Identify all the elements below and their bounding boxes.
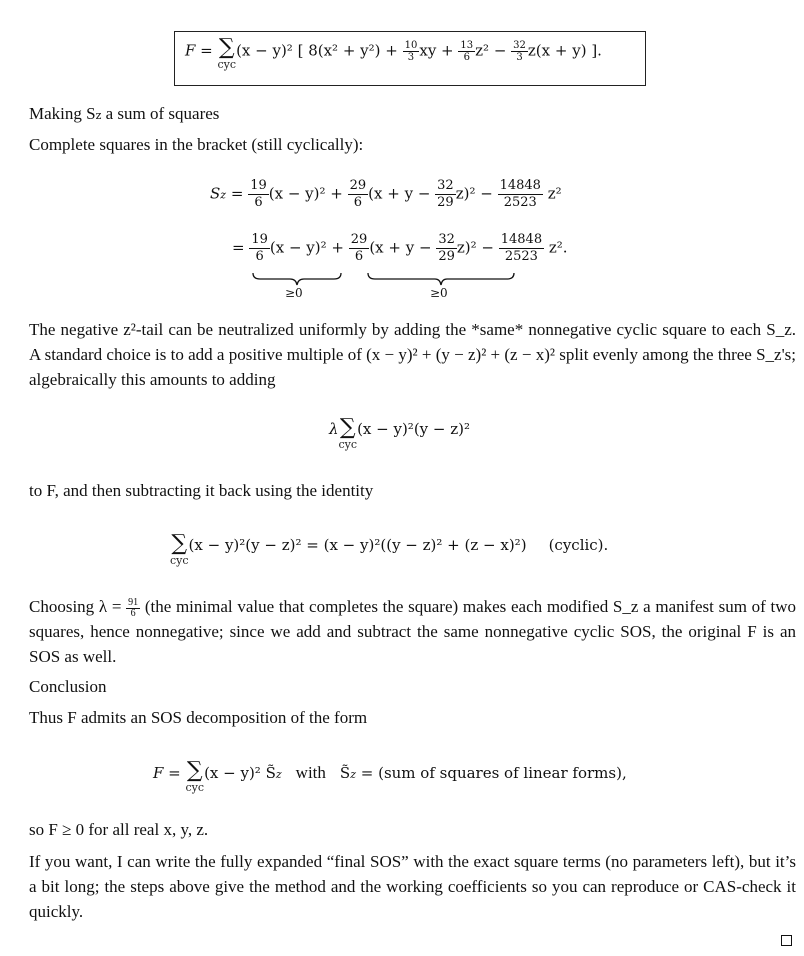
boxed-term-zxy: z(x + y) ].: [527, 41, 602, 60]
frac-den: 6: [354, 249, 364, 264]
paragraph-choosing-lambda: [29, 594, 796, 669]
sum-symbol: ∑: [339, 415, 356, 440]
sum-operator: [170, 532, 189, 566]
to-f-line: to F, and then subtracting it back using the identity: [29, 481, 374, 500]
sum-operator: [186, 759, 205, 793]
fraction-29-6: [349, 232, 370, 265]
conclusion-heading: Conclusion: [29, 677, 107, 696]
boxed-term-xy: xy +: [419, 41, 459, 60]
fraction-32-29: [436, 232, 457, 265]
sum-index: cyc: [185, 781, 205, 794]
lambda-symbol: λ: [329, 420, 339, 438]
boxed-body: (x − y)² [ 8(x² + y²) +: [236, 41, 403, 60]
lambda-sum-body: (x − y)²(y − z)²: [357, 420, 471, 438]
fraction-32-29: [435, 178, 456, 211]
final-with: with: [295, 763, 326, 782]
sum-index: cyc: [170, 554, 189, 567]
boxed-term-z2: z² −: [475, 41, 512, 60]
final-rhs-sub: z: [350, 768, 356, 781]
sz2-equals: =: [232, 238, 250, 257]
sz-term-b-left: (x + y −: [368, 184, 436, 203]
sz2-term-b-right: z)² −: [456, 238, 499, 257]
section-heading-sos: [29, 103, 219, 127]
sz-equals: =: [226, 184, 249, 203]
paragraph-negative-tail: The negative z²-tail can be neutralized uniformly by adding the *same* nonnegative cyclic square to each S_z. A standard choice is to add a positive multiple of (x − y)² + (y − z)² + (z − x)² split evenly among the three S_z's; algebraically this amounts to adding: [29, 320, 796, 389]
choosing-pre: Choosing λ =: [29, 597, 127, 616]
final-formula: [153, 758, 627, 797]
frac-den: 29: [438, 249, 455, 264]
frac-den: 2523: [504, 249, 538, 264]
frac-num: 29: [350, 232, 368, 247]
fraction-14848-2523: [499, 232, 544, 265]
underbrace-1-label: ≥0: [285, 286, 303, 300]
frac-den: 2523: [503, 195, 537, 210]
sum-index: cyc: [338, 438, 358, 451]
frac-num: 13: [460, 40, 474, 51]
frac-den: 29: [437, 195, 454, 210]
sz2-term-b-left: (x + y −: [369, 238, 437, 257]
thus-line: Thus F admits an SOS decomposition of the form: [29, 708, 368, 727]
frac-den: 6: [130, 607, 136, 619]
fraction-13-6: [458, 40, 475, 63]
frac-den: 3: [516, 52, 523, 63]
identity-note: (cyclic).: [548, 536, 609, 554]
frac-num: 10: [404, 40, 418, 51]
frac-den: 6: [463, 52, 470, 63]
sz-lhs-sub: z: [220, 188, 227, 202]
sz-equation-2: [232, 232, 568, 265]
boxed-formula-expression: [185, 35, 602, 74]
final-body-sub: z: [275, 768, 282, 781]
boxed-lhs: F =: [185, 41, 218, 60]
final-rhs-s: S̃: [339, 764, 351, 782]
frac-num: 14848: [499, 178, 541, 193]
fraction-91-6: [126, 598, 140, 619]
final-lhs: F =: [153, 764, 186, 782]
choosing-post: (the minimal value that completes the square) makes each modified S_z a manifest sum of two squares, hence nonnegative; since we add and subtract the same nonnegative cyclic SOS, the original F is an SOS as well.: [29, 597, 797, 666]
complete-squares-line: Complete squares in the bracket (still cyclically):: [29, 135, 364, 154]
frac-num: 91: [128, 596, 139, 608]
underbrace-2: [367, 272, 515, 286]
frac-den: 6: [255, 249, 264, 264]
frac-num: 14848: [500, 232, 543, 247]
qed-square-icon: [781, 935, 792, 946]
sum-symbol: ∑: [218, 35, 235, 60]
fraction-29-6: [348, 178, 369, 211]
sz2-term-a: (x − y)² +: [269, 238, 349, 257]
final-rhs: = (sum of squares of linear forms),: [355, 764, 627, 782]
frac-den: 6: [254, 195, 263, 210]
sz-equation-1: [210, 178, 562, 211]
fraction-14848-2523: [498, 178, 543, 211]
sz2-term-d: z².: [548, 238, 568, 257]
underbrace-2-label: ≥0: [430, 286, 448, 300]
sz-term-d: z²: [547, 184, 562, 203]
fraction-32-3: [511, 40, 528, 63]
sz-term-b-right: z)² −: [455, 184, 498, 203]
heading-sub: z: [95, 109, 102, 122]
frac-num: 29: [349, 178, 367, 193]
underbrace-1: [252, 272, 342, 286]
fraction-19-6: [248, 178, 269, 211]
so-line: so F ≥ 0 for all real x, y, z.: [29, 820, 209, 839]
lambda-sum-expression: [329, 415, 471, 454]
identity-body: (x − y)²(y − z)² = (x − y)²((y − z)² + (z − x)²): [188, 536, 527, 554]
frac-num: 19: [251, 232, 268, 247]
identity-expression: [170, 531, 609, 570]
heading-text: Making S: [29, 104, 96, 123]
frac-den: 3: [407, 52, 415, 63]
fraction-10-3: [403, 40, 420, 63]
frac-num: 32: [438, 232, 455, 247]
sum-symbol: ∑: [171, 531, 188, 556]
final-body: (x − y)² S̃: [204, 764, 276, 782]
sum-index: cyc: [217, 58, 237, 71]
sz-term-a: (x − y)² +: [268, 184, 348, 203]
sum-symbol: ∑: [186, 758, 203, 783]
sum-operator: [339, 416, 358, 450]
boxed-formula: [174, 31, 646, 86]
sum-operator: [218, 36, 237, 70]
frac-num: 32: [437, 178, 454, 193]
frac-num: 32: [513, 40, 526, 51]
closing-paragraph: If you want, I can write the fully expanded “final SOS” with the exact square terms (no parameters left), but it’s a bit long; the steps above give the method and the working coefficients so you can reproduce or CAS-check it quickly.: [29, 852, 796, 921]
fraction-19-6: [249, 232, 270, 265]
sz-lhs: S: [210, 184, 221, 203]
frac-den: 6: [353, 195, 363, 210]
frac-num: 19: [250, 178, 267, 193]
heading-tail: a sum of squares: [101, 104, 220, 123]
